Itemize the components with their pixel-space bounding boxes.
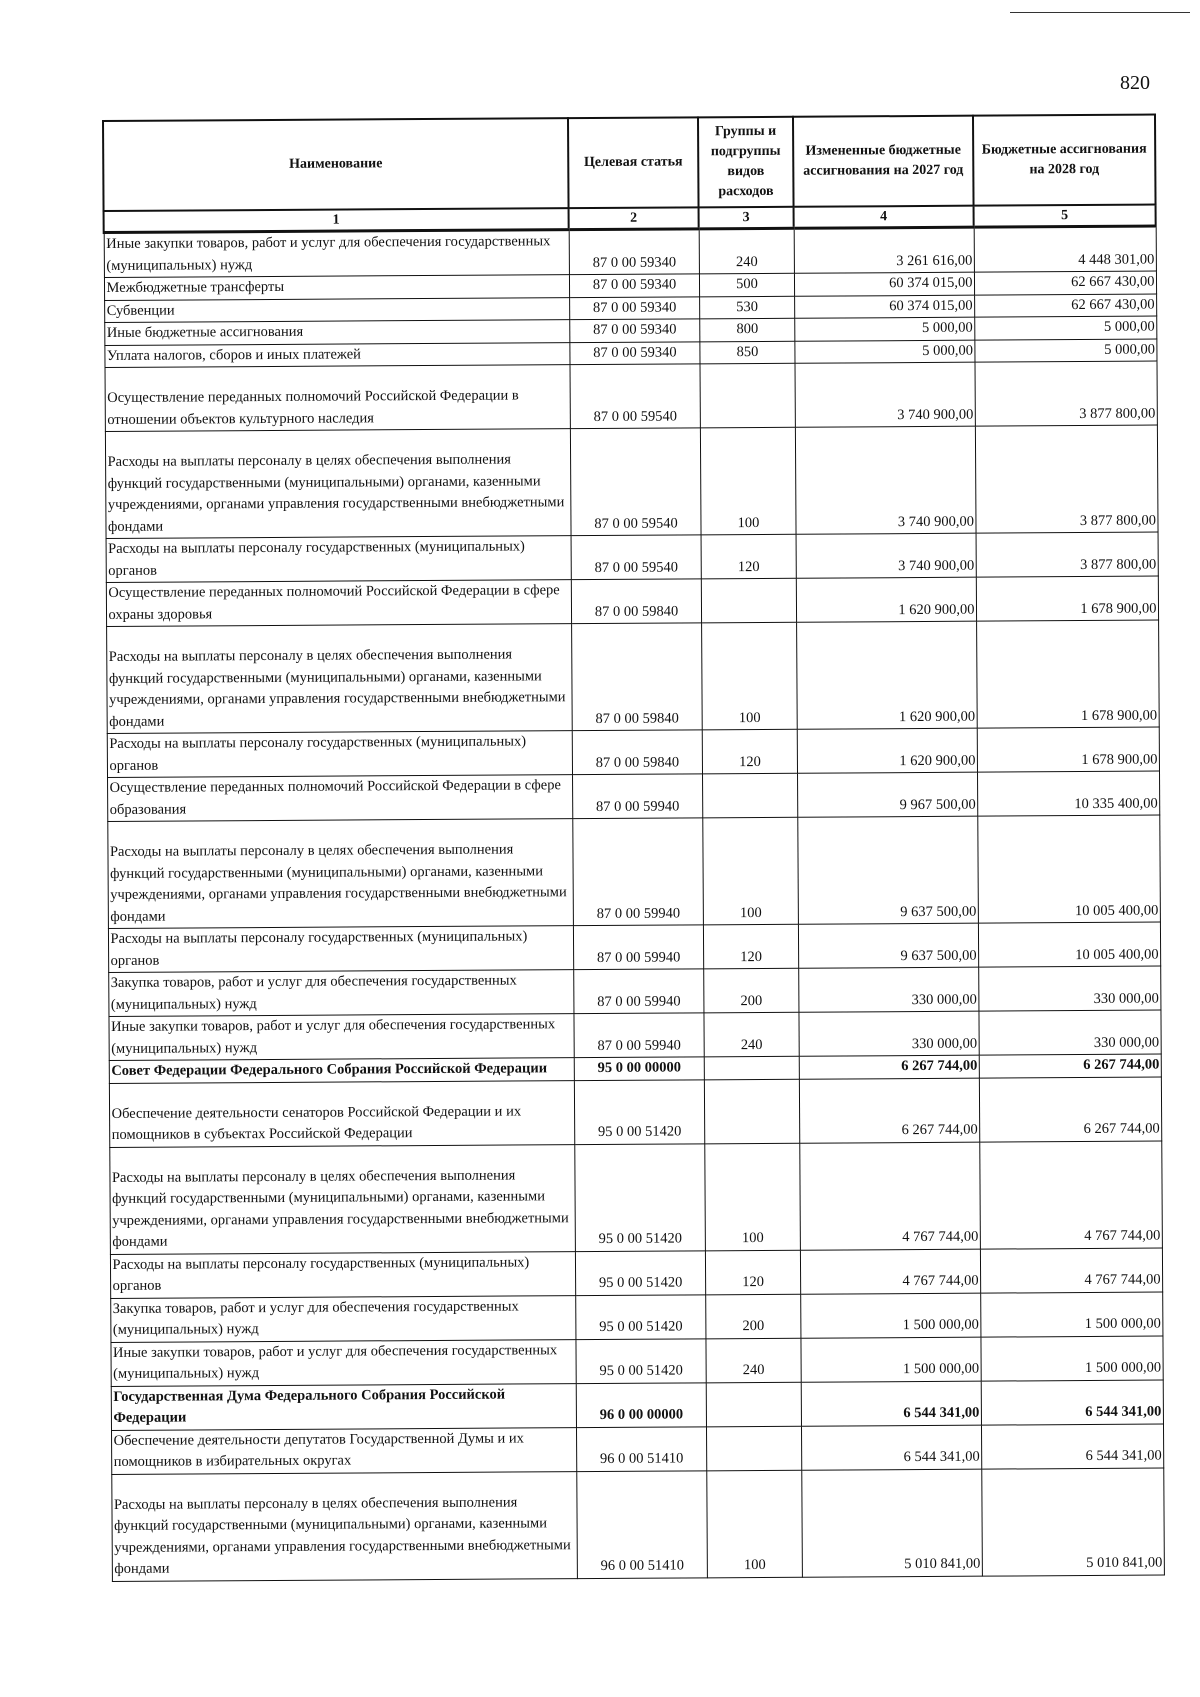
row-name-cell: Обеспечение деятельности депутатов Государственной Думы и их помощников в избирательных округах — [111, 1427, 576, 1474]
row-target-article-cell: 87 0 00 59340 — [569, 296, 699, 319]
header-expense-groups: Группы и подгруппы видов расходов — [698, 117, 794, 208]
table-header-row — [103, 115, 1156, 211]
row-name-cell: Иные закупки товаров, работ и услуг для обеспечения государственных (муниципальных) нужд — [104, 230, 569, 278]
row-target-article-cell: 87 0 00 59940 — [572, 818, 703, 926]
row-target-article-cell: 95 0 00 51420 — [575, 1250, 705, 1295]
row-name-cell: Расходы на выплаты персоналу в целях обеспечения выполнения функций государственными (муниципальными) органами, казенными учреждениями, органами управления государственными внебюджетными фондами — [111, 1471, 577, 1581]
row-target-article-cell: 96 0 00 51410 — [576, 1426, 706, 1471]
table-row — [107, 815, 1160, 928]
row-name-cell: Расходы на выплаты персоналу государственных (муниципальных) органов — [110, 1251, 575, 1298]
row-amount-2028-cell: 6 544 341,00 — [981, 1380, 1163, 1425]
table-row — [105, 425, 1158, 538]
row-amount-2027-cell: 6 267 744,00 — [799, 1078, 979, 1143]
row-expense-group-cell: 800 — [699, 318, 794, 341]
header-name: Наименование — [103, 118, 569, 211]
row-expense-group-cell: 200 — [703, 968, 798, 1013]
row-target-article-cell: 87 0 00 59540 — [570, 428, 701, 536]
row-amount-2027-cell: 9 637 500,00 — [797, 816, 978, 924]
row-name-cell: Закупка товаров, работ и услуг для обеспечения государственных (муниципальных) нужд — [108, 970, 573, 1017]
row-amount-2027-cell: 6 544 341,00 — [801, 1425, 981, 1470]
row-expense-group-cell: 530 — [699, 296, 794, 319]
row-name-cell: Закупка товаров, работ и услуг для обеспечения государственных (муниципальных) нужд — [110, 1295, 575, 1342]
column-number: 2 — [569, 207, 699, 229]
row-expense-group-cell: 100 — [702, 817, 798, 925]
row-amount-2028-cell: 5 010 841,00 — [981, 1468, 1164, 1576]
row-amount-2028-cell: 3 877 800,00 — [974, 361, 1156, 426]
column-number: 5 — [974, 205, 1156, 228]
row-amount-2028-cell: 10 005 400,00 — [978, 922, 1160, 967]
row-expense-group-cell: 100 — [704, 1143, 800, 1251]
row-amount-2028-cell: 1 678 900,00 — [976, 620, 1159, 728]
row-amount-2027-cell: 5 000,00 — [794, 340, 974, 364]
row-expense-group-cell: 240 — [703, 1012, 798, 1057]
row-expense-group-cell: 120 — [702, 729, 797, 774]
table-row — [108, 922, 1160, 972]
row-amount-2028-cell: 3 877 800,00 — [975, 425, 1158, 533]
row-target-article-cell: 96 0 00 00000 — [576, 1382, 706, 1427]
row-amount-2027-cell: 5 000,00 — [794, 317, 974, 341]
column-number: 1 — [104, 208, 569, 232]
row-amount-2028-cell: 10 005 400,00 — [977, 815, 1160, 923]
row-amount-2027-cell: 5 010 841,00 — [801, 1469, 982, 1577]
row-expense-group-cell: 120 — [705, 1250, 800, 1295]
row-name-cell: Расходы на выплаты персоналу государственных (муниципальных) органов — [108, 926, 573, 973]
row-amount-2027-cell: 3 740 900,00 — [794, 362, 974, 427]
row-amount-2028-cell: 5 000,00 — [974, 316, 1156, 340]
row-amount-2028-cell: 1 678 900,00 — [976, 576, 1158, 621]
table-row — [109, 1077, 1161, 1147]
row-amount-2028-cell: 3 877 800,00 — [976, 532, 1158, 577]
row-target-article-cell: 87 0 00 59940 — [573, 925, 703, 970]
row-target-article-cell: 87 0 00 59340 — [569, 319, 699, 342]
top-rule — [1010, 12, 1190, 13]
row-target-article-cell: 87 0 00 59940 — [573, 969, 703, 1014]
row-name-cell: Осуществление переданных полномочий Российской Федерации в сфере охраны здоровья — [106, 580, 571, 627]
row-target-article-cell: 95 0 00 51420 — [575, 1294, 705, 1339]
table-row — [107, 727, 1159, 777]
row-amount-2028-cell: 1 678 900,00 — [977, 727, 1159, 772]
row-name-cell: Обеспечение деятельности сенаторов Российской Федерации и их помощников в субъектах Российской Федерации — [109, 1080, 574, 1147]
row-name-cell: Уплата налогов, сборов и иных платежей — [104, 342, 569, 367]
row-name-cell: Иные закупки товаров, работ и услуг для обеспечения государственных (муниципальных) нужд — [110, 1339, 575, 1386]
row-amount-2027-cell: 1 500 000,00 — [800, 1337, 980, 1382]
row-name-cell: Осуществление переданных полномочий Российской Федерации в отношении объектов культурного наследия — [105, 365, 570, 432]
row-target-article-cell: 95 0 00 51420 — [575, 1338, 705, 1383]
row-name-cell: Совет Федерации Федерального Собрания Российской Федерации — [109, 1058, 574, 1083]
row-expense-group-cell: 240 — [705, 1338, 800, 1383]
row-amount-2028-cell: 4 767 744,00 — [980, 1248, 1162, 1293]
row-name-cell: Осуществление переданных полномочий Российской Федерации в сфере образования — [107, 775, 572, 822]
row-expense-group-cell: 100 — [700, 427, 796, 535]
table-row — [111, 1380, 1163, 1430]
table-row — [108, 1010, 1160, 1060]
row-amount-2027-cell: 1 620 900,00 — [796, 577, 976, 622]
row-amount-2028-cell: 5 000,00 — [974, 339, 1156, 363]
row-target-article-cell: 95 0 00 51420 — [574, 1143, 705, 1251]
header-amount-2028: Бюджетные ассигнования на 2028 год — [973, 115, 1156, 206]
row-amount-2027-cell: 3 261 616,00 — [794, 227, 974, 273]
page-number: 820 — [1120, 72, 1150, 94]
row-name-cell: Расходы на выплаты персоналу в целях обеспечения выполнения функций государственными (муниципальными) органами, казенными учреждениями, органами управления государственными внебюджетными фондами — [106, 624, 572, 734]
row-target-article-cell: 87 0 00 59540 — [571, 535, 701, 580]
row-amount-2028-cell: 6 267 744,00 — [979, 1077, 1161, 1142]
row-name-cell: Субвенции — [104, 297, 569, 322]
row-target-article-cell: 87 0 00 59340 — [569, 274, 699, 297]
row-target-article-cell: 87 0 00 59840 — [571, 623, 702, 731]
table-row — [106, 532, 1158, 582]
row-amount-2027-cell: 3 740 900,00 — [795, 426, 976, 534]
row-expense-group-cell — [700, 363, 795, 428]
row-amount-2027-cell: 6 267 744,00 — [799, 1055, 979, 1079]
row-target-article-cell: 95 0 00 51420 — [574, 1079, 704, 1144]
row-amount-2028-cell: 330 000,00 — [978, 966, 1160, 1011]
row-amount-2027-cell: 60 374 015,00 — [794, 295, 974, 319]
header-target-article: Целевая статья — [568, 117, 699, 208]
table-row — [109, 1141, 1162, 1254]
table-row — [111, 1424, 1163, 1474]
row-target-article-cell: 95 0 00 00000 — [574, 1057, 704, 1080]
row-name-cell: Иные закупки товаров, работ и услуг для обеспечения государственных (муниципальных) нужд — [108, 1014, 573, 1061]
row-amount-2028-cell: 62 667 430,00 — [974, 294, 1156, 318]
table-row — [111, 1468, 1164, 1581]
row-amount-2028-cell: 6 544 341,00 — [981, 1424, 1163, 1469]
row-expense-group-cell: 120 — [701, 534, 796, 579]
row-expense-group-cell — [702, 773, 797, 818]
table-row — [105, 361, 1157, 431]
table-row — [110, 1248, 1162, 1298]
row-amount-2027-cell: 1 620 900,00 — [796, 621, 977, 729]
row-expense-group-cell — [704, 1056, 799, 1079]
row-name-cell: Межбюджетные трансферты — [104, 275, 569, 300]
row-amount-2028-cell: 10 335 400,00 — [977, 771, 1159, 816]
row-amount-2027-cell: 3 740 900,00 — [796, 533, 976, 578]
row-expense-group-cell — [701, 578, 796, 623]
row-target-article-cell: 87 0 00 59540 — [570, 364, 700, 429]
row-target-article-cell: 87 0 00 59840 — [571, 579, 701, 624]
row-amount-2028-cell: 1 500 000,00 — [980, 1292, 1162, 1337]
table-row — [107, 771, 1159, 821]
row-expense-group-cell — [704, 1079, 799, 1144]
row-name-cell: Расходы на выплаты персоналу государственных (муниципальных) органов — [107, 731, 572, 778]
row-amount-2027-cell: 4 767 744,00 — [800, 1249, 980, 1294]
row-name-cell: Расходы на выплаты персоналу в целях обеспечения выполнения функций государственными (муниципальными) органами, казенными учреждениями, органами управления государственными внебюджетными фондами — [107, 819, 573, 929]
row-expense-group-cell: 120 — [703, 924, 798, 969]
table-row — [110, 1336, 1162, 1386]
row-target-article-cell: 87 0 00 59340 — [569, 229, 699, 275]
row-target-article-cell: 87 0 00 59340 — [569, 341, 699, 364]
row-name-cell: Расходы на выплаты персоналу в целях обеспечения выполнения функций государственными (муниципальными) органами, казенными учреждениями, органами управления государственными внебюджетными фондами — [105, 429, 571, 539]
row-amount-2028-cell: 330 000,00 — [978, 1010, 1160, 1055]
row-amount-2028-cell: 4 448 301,00 — [974, 226, 1156, 272]
table-body — [104, 226, 1164, 1581]
row-expense-group-cell: 100 — [701, 622, 797, 730]
header-amount-2027: Измененные бюджетные ассигнования на 2027 год — [793, 116, 974, 207]
table-row — [108, 966, 1160, 1016]
row-expense-group-cell: 240 — [699, 228, 794, 274]
row-expense-group-cell — [706, 1382, 801, 1427]
row-amount-2027-cell: 9 637 500,00 — [798, 923, 978, 968]
table-row — [110, 1292, 1162, 1342]
row-name-cell: Иные бюджетные ассигнования — [104, 320, 569, 345]
column-number: 3 — [699, 207, 794, 229]
table-row — [106, 620, 1159, 733]
row-amount-2027-cell: 9 967 500,00 — [797, 772, 977, 817]
row-amount-2028-cell: 6 267 744,00 — [979, 1054, 1161, 1078]
row-name-cell: Расходы на выплаты персоналу в целях обеспечения выполнения функций государственными (муниципальными) органами, казенными учреждениями, органами управления государственными внебюджетными фондами — [109, 1144, 575, 1254]
row-target-article-cell: 96 0 00 51410 — [576, 1470, 707, 1578]
row-amount-2028-cell: 62 667 430,00 — [974, 271, 1156, 295]
row-expense-group-cell — [706, 1426, 801, 1471]
table-row — [104, 226, 1156, 277]
row-target-article-cell: 87 0 00 59840 — [572, 730, 702, 775]
row-expense-group-cell: 500 — [699, 273, 794, 296]
row-amount-2027-cell: 1 500 000,00 — [800, 1293, 980, 1338]
row-name-cell: Расходы на выплаты персоналу государственных (муниципальных) органов — [106, 536, 571, 583]
column-number: 4 — [794, 206, 974, 229]
row-amount-2027-cell: 60 374 015,00 — [794, 272, 974, 296]
row-name-cell: Государственная Дума Федерального Собрания Российской Федерации — [111, 1383, 576, 1430]
row-target-article-cell: 87 0 00 59940 — [573, 1013, 703, 1058]
row-expense-group-cell: 100 — [706, 1470, 802, 1578]
row-amount-2028-cell: 1 500 000,00 — [980, 1336, 1162, 1381]
table-row — [106, 576, 1158, 626]
row-amount-2028-cell: 4 767 744,00 — [979, 1141, 1162, 1249]
row-target-article-cell: 87 0 00 59940 — [572, 774, 702, 819]
row-amount-2027-cell: 6 544 341,00 — [801, 1381, 981, 1426]
row-expense-group-cell: 850 — [699, 341, 794, 364]
row-amount-2027-cell: 1 620 900,00 — [797, 728, 977, 773]
row-amount-2027-cell: 330 000,00 — [798, 967, 978, 1012]
row-amount-2027-cell: 330 000,00 — [798, 1011, 978, 1056]
row-amount-2027-cell: 4 767 744,00 — [799, 1142, 980, 1250]
budget-table — [102, 114, 1165, 1582]
row-expense-group-cell: 200 — [705, 1294, 800, 1339]
